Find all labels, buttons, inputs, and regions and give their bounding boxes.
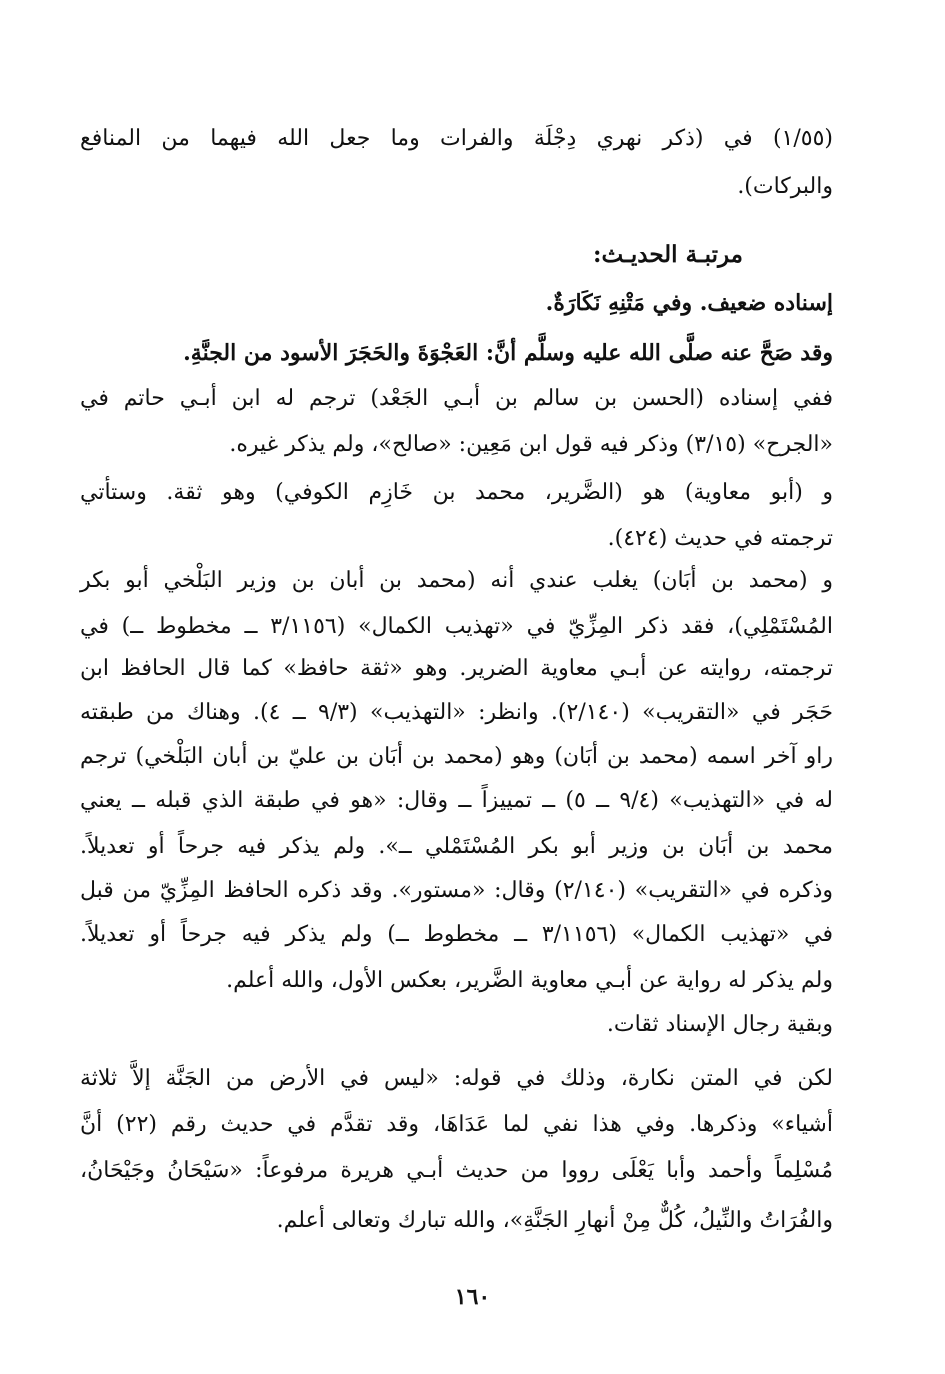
paragraph-line: لكن في المتن نكارة، وذلك في قوله: «ليس في الأرض من الجَنَّة إلاَّ ثلاثة <box>80 1066 833 1091</box>
authentic-report-statement: وقد صَحَّ عنه صلَّى الله عليه وسلَّم أنَّ: العَجْوَةَ والحَجَرَ الأسود من الجنَّةِ. <box>183 340 833 366</box>
paragraph-line: «الجرح» (٣/١٥) وذكر فيه قول ابن مَعِين: «صالح»، ولم يذكر غيره. <box>229 432 833 457</box>
paragraph-line: ولم يذكر له رواية عن أبـي معاوية الضَّرير، بعكس الأول، والله أعلم. <box>226 968 833 993</box>
paragraph-line: وبقية رجال الإسناد ثقات. <box>606 1012 833 1037</box>
page-number: ١٦٠ <box>454 1284 491 1310</box>
paragraph-line: مُسْلِماً وأحمد وأبا يَعْلَى رووا من حديث أبـي هريرة مرفوعاً: «سَيْحَانُ وجَيْحَانُ، <box>80 1158 833 1183</box>
paragraph-line: المُسْتَمْلِي)، فقد ذكر المِزِّيّ في «تهذيب الكمال» (٣/١١٥٦ ــ مخطوط ــ) في <box>80 614 833 639</box>
paragraph-line: في «تهذيب الكمال» (٣/١١٥٦ ــ مخطوط ــ) ولم يذكر فيه جرحاً أو تعديلاً. <box>80 922 833 947</box>
section-heading: مرتبـة الحديـث: <box>593 241 743 268</box>
paragraph-line: حَجَر في «التقريب» (٢/١٤٠). وانظر: «التهذيب» (٩/٣ ــ ٤). وهناك من طبقته <box>80 700 833 725</box>
paragraph-line: والفُرَاتُ والنِّيلُ، كُلٌّ مِنْ أنهارِ الجَنَّةِ»، والله تبارك وتعالى أعلم. <box>276 1208 833 1233</box>
paragraph-line: ففي إسناده (الحسن بن سالم بن أبـي الجَعْد) ترجم له ابن أبـي حاتم في <box>80 386 833 411</box>
paragraph-line: ترجمته، روايته عن أبـي معاوية الضرير. وهو «ثقة حافظ» كما قال الحافظ ابن <box>80 656 833 681</box>
paragraph-line: له في «التهذيب» (٩/٤ ــ ٥) ــ تمييزاً ــ وقال: «هو في طبقة الذي قبله ــ يعني <box>80 788 833 813</box>
paragraph-line: راو آخر اسمه (محمد بن أبَان) وهو (محمد بن أبَان بن عليّ بن أبان البَلْخي) ترجم <box>80 744 833 769</box>
chapter-reference-line: (١/٥٥) في (ذكر نهري دِجْلَة والفرات وما جعل الله فيهما من المنافع <box>80 126 833 151</box>
chapter-reference-line-end: والبركات). <box>737 174 833 199</box>
paragraph-line: أشياء» وذكرها. وفي هذا نفي لما عَدَاهَا، وقد تقدَّم في حديث رقم (٢٢) أنَّ <box>80 1112 833 1137</box>
grading-statement: إسناده ضعيف. وفي مَتْنِهِ نَكَارَةٌ. <box>545 290 833 316</box>
paragraph-line: و (محمد بن أبَان) يغلب عندي أنه (محمد بن أبان بن وزير البَلْخي أبو بكر <box>80 568 833 593</box>
paragraph-line: وذكره في «التقريب» (٢/١٤٠) وقال: «مستور». وقد ذكره الحافظ المِزِّيّ من قبل <box>80 878 834 903</box>
paragraph-line: و (أبو معاوية) هو (الضَّرير، محمد بن خَازِم الكوفي) وهو ثقة. وستأتي <box>80 480 833 505</box>
paragraph-line: محمد بن أبَان بن وزير أبو بكر المُسْتَمْلي ــ». ولم يذكر فيه جرحاً أو تعديلاً. <box>80 834 833 859</box>
paragraph-line: ترجمته في حديث (٤٢٤). <box>607 526 833 551</box>
